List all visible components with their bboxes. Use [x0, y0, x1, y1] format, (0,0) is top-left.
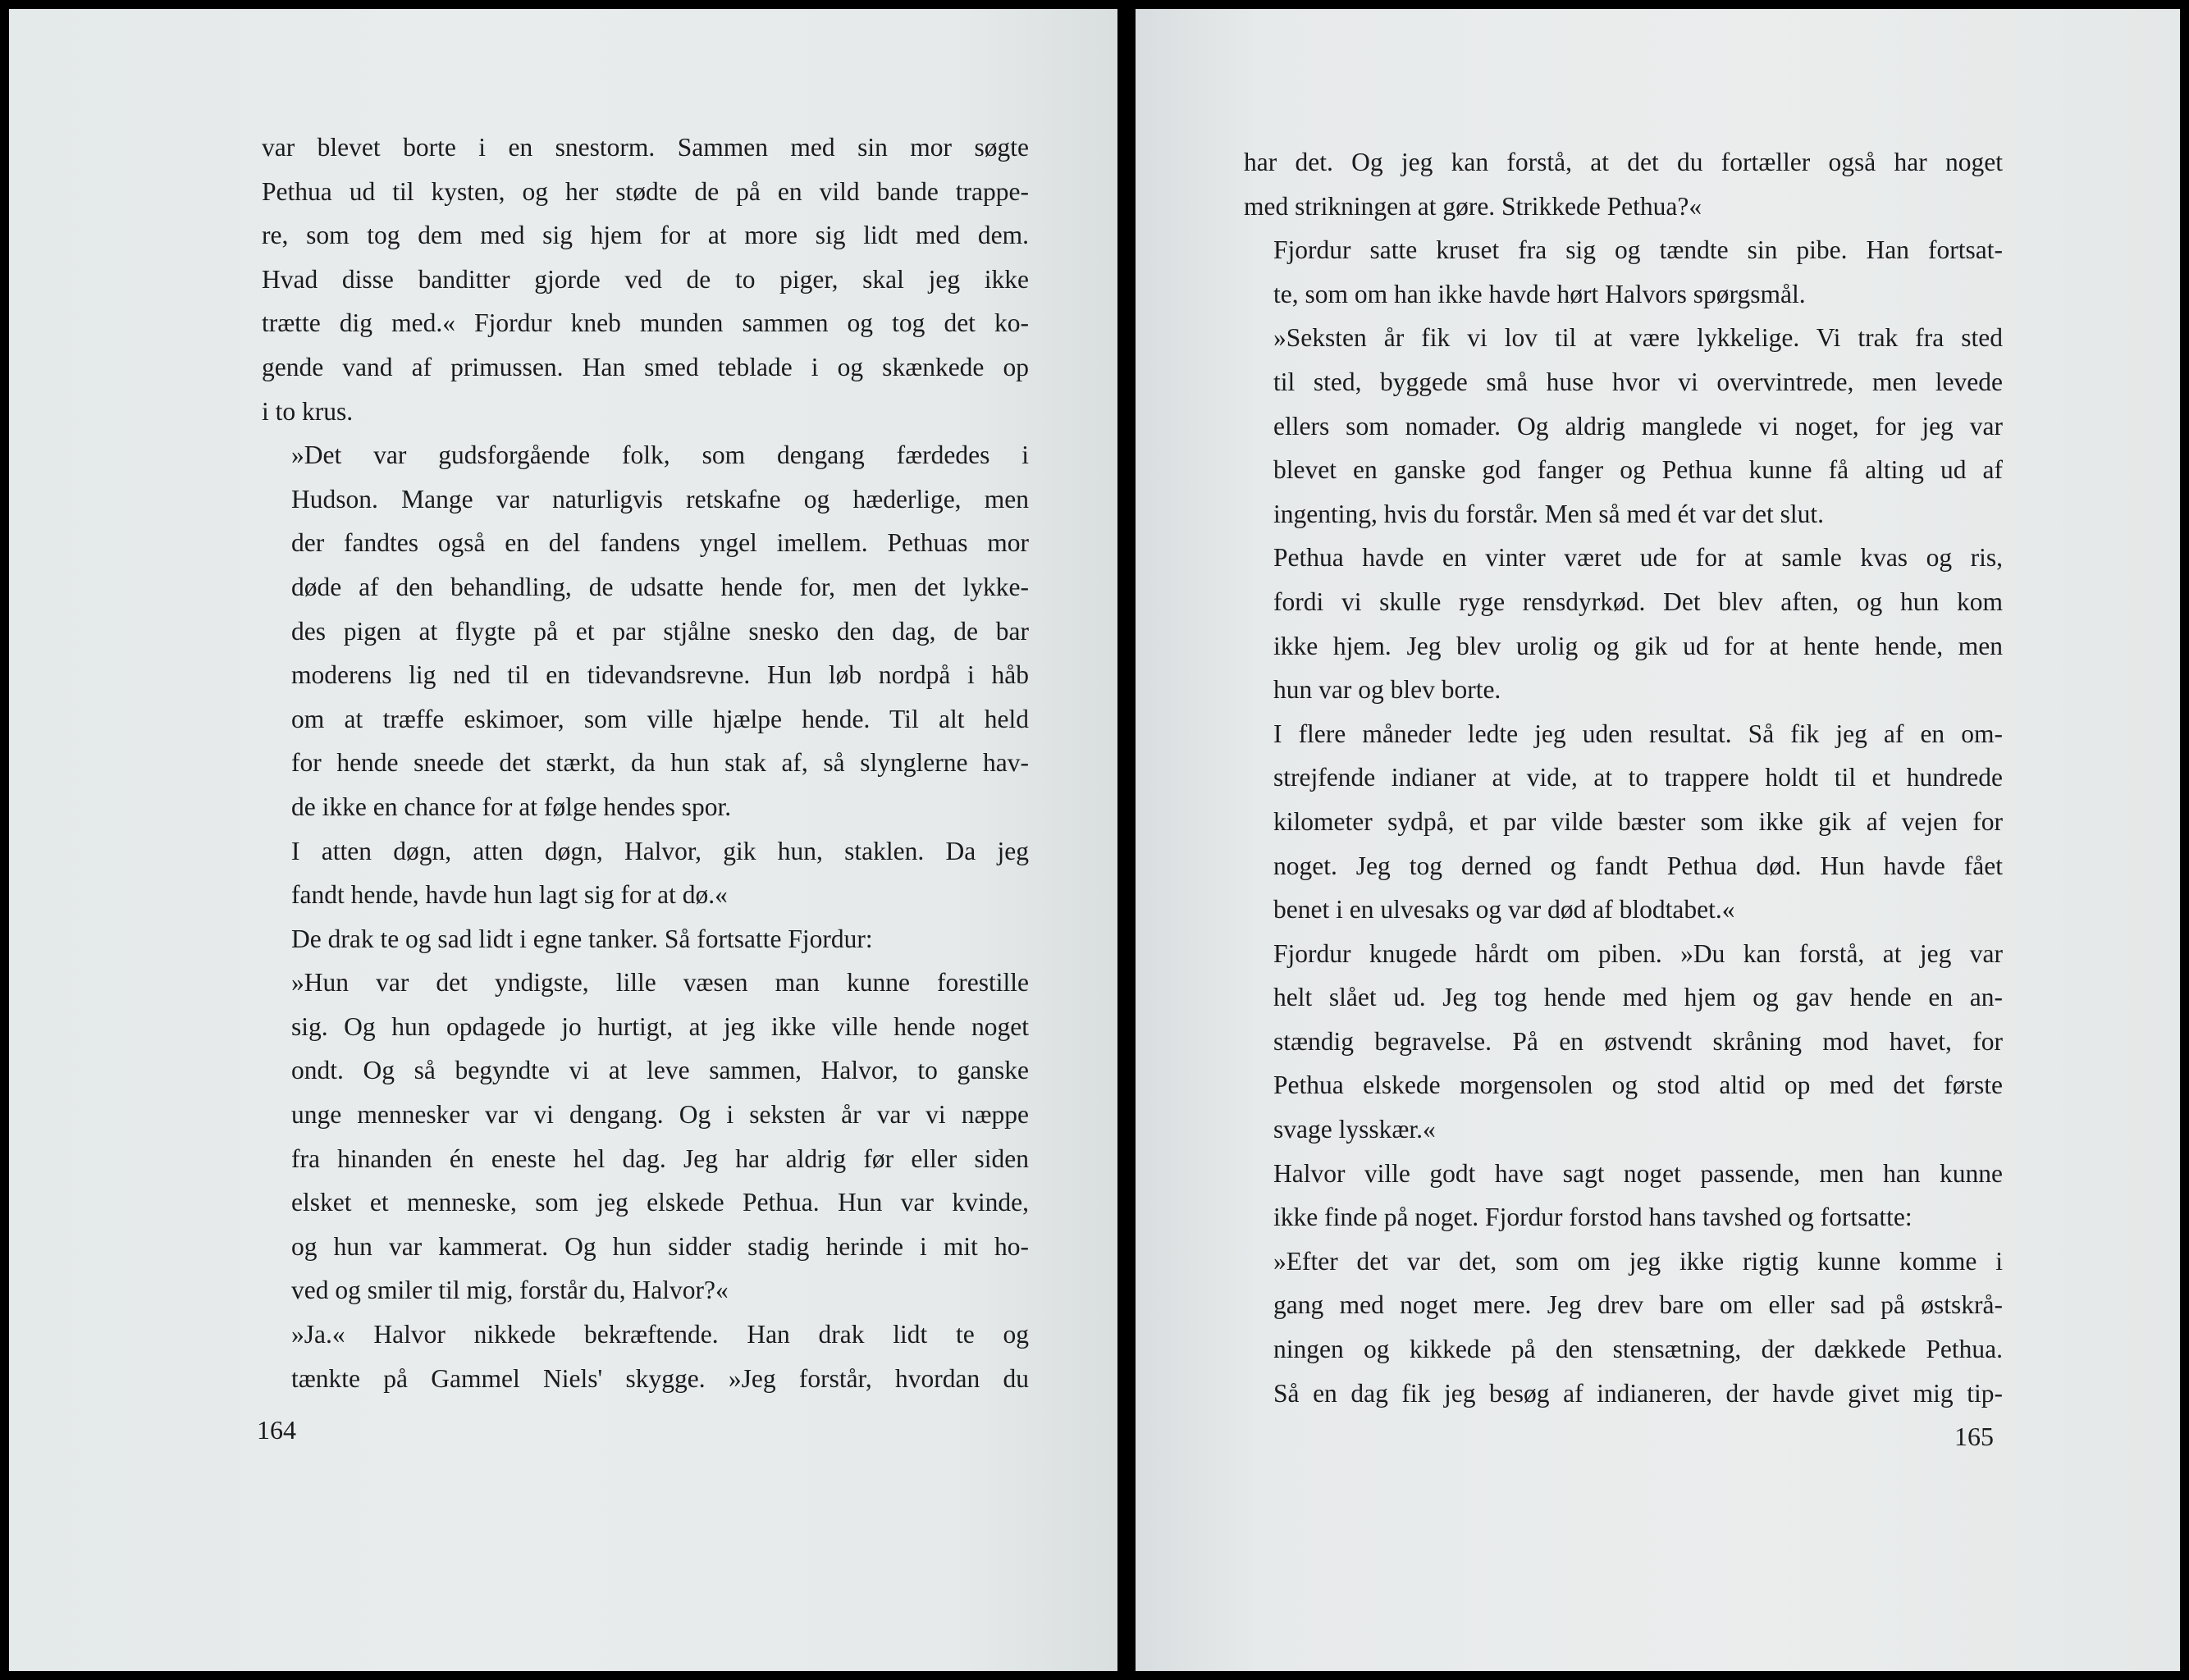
paragraph — [262, 829, 1029, 917]
text-line: ningen og kikkede på den stensætning, der dækkede Pethua. — [1273, 1335, 2003, 1364]
text-line: ellers som nomader. Og aldrig manglede vi noget, for jeg var — [1273, 411, 2003, 441]
text-line: ikke finde på noget. Fjordur forstod hans tavshed og fortsatte: — [1273, 1203, 1913, 1232]
text-line: Hudson. Mange var naturligvis retskafne og hæderlige, men — [291, 484, 1029, 514]
text-line: Pethua havde en vinter været ude for at samle kvas og ris, — [1273, 543, 2003, 573]
right-page-number: 165 — [1954, 1422, 1994, 1451]
text-line: tænkte på Gammel Niels' skygge. »Jeg forstår, hvordan du — [291, 1363, 1029, 1393]
text-line: ingenting, hvis du forstår. Men så med ét var det slut. — [1273, 499, 1825, 528]
text-line: »Seksten år fik vi lov til at være lykkelige. Vi trak fra sted — [1273, 323, 2003, 353]
text-line: te, som om han ikke havde hørt Halvors spørgsmål. — [1273, 279, 1806, 308]
text-line: noget. Jeg tog derned og fandt Pethua død. Hun havde fået — [1273, 851, 2003, 880]
paragraph — [1244, 1152, 2003, 1239]
text-line: Så en dag fik jeg besøg af indianeren, der havde givet mig tip- — [1273, 1378, 2003, 1408]
text-line: unge mennesker var vi dengang. Og i seksten år var vi næppe — [291, 1100, 1029, 1130]
text-line: elsket et menneske, som jeg elskede Pethua. Hun var kvinde, — [291, 1188, 1029, 1217]
text-line: kilometer sydpå, et par vilde bæster som ikke gik af vejen for — [1273, 806, 2003, 836]
paragraph — [1244, 712, 2003, 932]
text-line: for hende sneede det stærkt, da hun stak af, så slynglerne hav- — [291, 748, 1029, 778]
text-line: blevet en ganske god fanger og Pethua kunne få alting ud af — [1273, 455, 2003, 485]
text-line: re, som tog dem med sig hjem for at more sig lidt med dem. — [262, 221, 1029, 250]
text-line: helt slået ud. Jeg tog hende med hjem og gav hende en an- — [1273, 983, 2003, 1012]
text-line: I flere måneder ledte jeg uden resultat. Så fik jeg af en om- — [1273, 719, 2003, 748]
text-line: »Det var gudsforgående folk, som dengang færdedes i — [291, 441, 1029, 470]
text-line: Pethua elskede morgensolen og stod altid op med det første — [1273, 1071, 2003, 1100]
text-line: hun var og blev borte. — [1273, 675, 1501, 705]
left-page-text — [262, 126, 1029, 1400]
text-line: med strikningen at gøre. Strikkede Pethua?« — [1244, 191, 1702, 221]
left-page-number: 164 — [257, 1415, 296, 1445]
text-line: døde af den behandling, de udsatte hende for, men det lykke- — [291, 572, 1029, 601]
text-line: sig. Og hun opdagede jo hurtigt, at jeg ikke ville hende noget — [291, 1011, 1029, 1041]
text-line: trætte dig med.« Fjordur kneb munden sammen og tog det ko- — [262, 308, 1029, 338]
text-line: strejfende indianer at vide, at to trappere holdt til et hundrede — [1273, 763, 2003, 792]
text-line: »Efter det var det, som om jeg ikke rigtig kunne komme i — [1273, 1246, 2003, 1276]
paragraph — [262, 917, 1029, 961]
text-line: »Hun var det yndigste, lille væsen man kunne forestille — [291, 968, 1029, 998]
paragraph — [262, 126, 1029, 433]
text-line: der fandtes også en del fandens yngel imellem. Pethuas mor — [291, 528, 1029, 558]
text-line: svage lysskær.« — [1273, 1115, 1436, 1144]
text-line: Hvad disse banditter gjorde ved de to piger, skal jeg ikke — [262, 264, 1029, 294]
right-page-text — [1244, 140, 2003, 1415]
paragraph — [1244, 1239, 2003, 1415]
text-line: gang med noget mere. Jeg drev bare om eller sad på østskrå- — [1273, 1290, 2003, 1320]
text-line: stændig begravelse. På en østvendt skråning mod havet, for — [1273, 1026, 2003, 1056]
text-line: Fjordur knugede hårdt om piben. »Du kan forstå, at jeg var — [1273, 938, 2003, 968]
text-line: til sted, byggede små huse hvor vi overvintrede, men levede — [1273, 367, 2003, 396]
text-line: Halvor ville godt have sagt noget passende, men han kunne — [1273, 1158, 2003, 1188]
right-page — [1136, 9, 2180, 1671]
text-line: om at træffe eskimoer, som ville hjælpe hende. Til alt held — [291, 704, 1029, 733]
paragraph — [1244, 228, 2003, 316]
paragraph — [262, 1312, 1029, 1400]
paragraph — [1244, 316, 2003, 536]
text-line: ondt. Og så begyndte vi at leve sammen, Halvor, to ganske — [291, 1056, 1029, 1085]
paragraph — [262, 961, 1029, 1312]
text-line: har det. Og jeg kan forstå, at det du fortæller også har noget — [1244, 148, 2003, 176]
paragraph — [1244, 536, 2003, 711]
text-line: De drak te og sad lidt i egne tanker. Så fortsatte Fjordur: — [291, 924, 873, 953]
text-line: gende vand af primussen. Han smed teblade i og skænkede op — [262, 352, 1029, 381]
text-line: og hun var kammerat. Og hun sidder stadig herinde i mit ho- — [291, 1231, 1029, 1261]
paragraph — [1244, 932, 2003, 1152]
text-line: I atten døgn, atten døgn, Halvor, gik hun, staklen. Da jeg — [291, 836, 1029, 865]
text-line: Fjordur satte kruset fra sig og tændte sin pibe. Han fortsat- — [1273, 235, 2003, 265]
text-line: fandt hende, havde hun lagt sig for at dø.« — [291, 880, 728, 910]
text-line: var blevet borte i en snestorm. Sammen med sin mor søgte — [262, 133, 1029, 162]
text-line: »Ja.« Halvor nikkede bekræftende. Han drak lidt te og — [291, 1320, 1029, 1349]
paragraph — [262, 433, 1029, 829]
text-line: des pigen at flygte på et par stjålne snesko den dag, de bar — [291, 616, 1029, 646]
text-line: ikke hjem. Jeg blev urolig og gik ud for at hente hende, men — [1273, 631, 2003, 660]
text-line: de ikke en chance for at følge hendes spor. — [291, 792, 732, 821]
text-line: Pethua ud til kysten, og her stødte de på en vild bande trappe- — [262, 176, 1029, 206]
paragraph — [1244, 140, 2003, 228]
text-line: ved og smiler til mig, forstår du, Halvor?« — [291, 1276, 729, 1305]
text-line: fra hinanden én eneste hel dag. Jeg har aldrig før eller siden — [291, 1144, 1029, 1173]
text-line: i to krus. — [262, 396, 354, 426]
text-line: moderens lig ned til en tidevandsrevne. Hun løb nordpå i håb — [291, 660, 1029, 690]
text-line: fordi vi skulle ryge rensdyrkød. Det blev aften, og hun kom — [1273, 587, 2003, 616]
text-line: benet i en ulvesaks og var død af blodtabet.« — [1273, 895, 1735, 924]
left-page — [9, 9, 1117, 1671]
